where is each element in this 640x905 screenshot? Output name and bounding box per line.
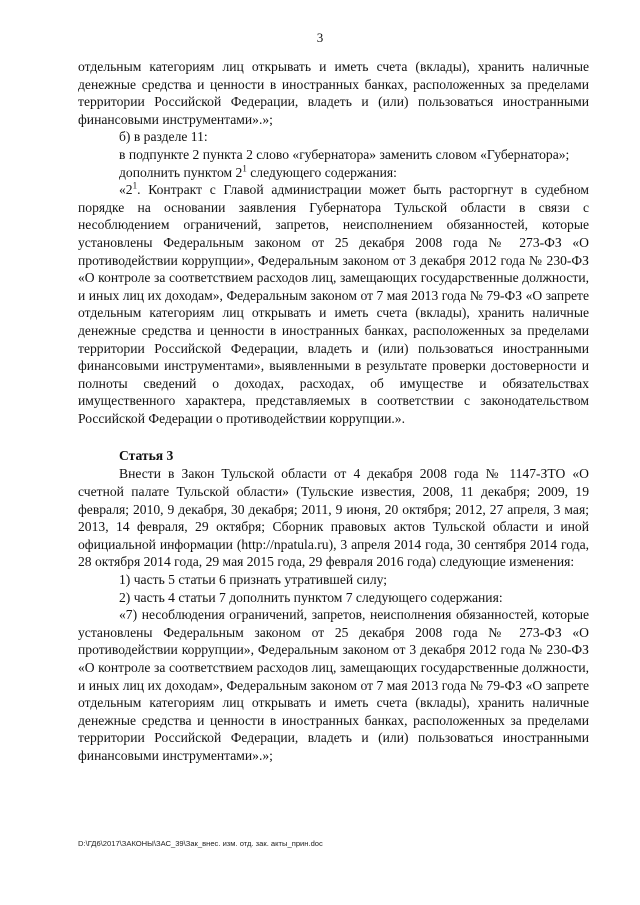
paragraph-continuation: отдельным категориям лиц открывать и иметь счета (вклады), хранить наличные денежные средства и ценности в иностранных банках, расположенных за пределами территории Российской Федерации, владеть и (или) пользоваться иностранными финансовыми инструментами».»; [78, 59, 589, 127]
add-point-prefix: дополнить пунктом 2 [119, 164, 243, 180]
paragraph-add-point [78, 164, 589, 182]
paragraph-subpoint-replace: в подпункте 2 пункта 2 слово «губернатора» заменить словом «Губернатора»; [119, 146, 570, 162]
paragraph-section-11: б) в разделе 11: [119, 129, 208, 145]
add-point-superscript: 1 [242, 163, 247, 174]
paragraph-point-2-1 [78, 181, 589, 427]
document-body [78, 58, 589, 765]
footer-file-path: D:\ГД6\2017\ЗАКОНЫ\ЗАС_39\Зак_внес. изм. отд. зак. акты_прин.doc [78, 839, 323, 848]
add-point-suffix: следующего содержания: [246, 164, 397, 180]
page-number: 3 [316, 30, 324, 45]
paragraph-point-7: «7) несоблюдения ограничений, запретов, неисполнения обязанностей, которые установлены Федеральным законом от 25 декабря 2008 года № 273-ФЗ «О противодействии коррупции», Федеральным законом от 3 декабря 2012 года № 230-ФЗ «О контроле за соответствием расходов лиц, замещающих государственные должности, и иных лиц их доходам», Федеральным законом от 7 мая 2013 года № 79-ФЗ «О запрете отдельным категориям лиц открывать и иметь счета (вклады), хранить наличные денежные средства и ценности в иностранных банках, расположенных за пределами территории Российской Федерации, владеть и (или) пользоваться иностранными финансовыми инструментами».»; [78, 607, 589, 763]
point-2-1-prefix: «2 [119, 182, 133, 198]
point-2-1-superscript: 1 [132, 180, 138, 191]
point-2-1-text: . Контракт с Главой администрации может быть расторгнут в судебном порядке на основании заявления Губернатора Тульской области в связи с несоблюдением ограничений, запретов, неисполнением обязанностей, которые установлены Федеральным законом от 25 декабря 2008 года № 273-ФЗ «О противодействии коррупции», Федеральным законом от 3 декабря 2012 года № 230-ФЗ «О контроле за соответствием расходов лиц, замещающих государственные должности, и иных лиц их доходам», Федеральным законом от 7 мая 2013 года № 79-ФЗ «О запрете отдельным категориям лиц открывать и иметь счета (вклады), хранить наличные денежные средства и ценности в иностранных банках, расположенных за пределами территории Российской Федерации, владеть и (или) пользоваться иностранными финансовыми инструментами», выявленными в результате проверки достоверности и полноты сведений о доходах, расходах, об имуществе и обязательствах имущественного характера, представляемых в соответствии с законодательством Российской Федерации о противодействии коррупции.». [78, 182, 589, 426]
paragraph-item-1: 1) часть 5 статьи 6 признать утратившей силу; [119, 572, 388, 588]
paragraph-item-2: 2) часть 4 статьи 7 дополнить пунктом 7 следующего содержания: [119, 589, 503, 605]
paragraph-article-3-intro: Внести в Закон Тульской области от 4 декабря 2008 года № 1147-ЗТО «О счетной палате Тульской области» (Тульские известия, 2008, 11 декабря; 2009, 19 февраля; 2010, 9 декабря, 30 декабря; 2011, 9 июня, 20 октября; 2012, 27 апреля, 3 мая; 2013, 14 февраля, 29 октября; Сборник правовых актов Тульской области и иной официальной информации (http://npatula.ru), 3 апреля 2014 года, 30 сентября 2014 года, 28 октября 2014 года, 29 мая 2015 года, 29 февраля 2016 года) следующие изменения: [78, 466, 589, 570]
article-heading: Статья 3 [119, 448, 174, 464]
